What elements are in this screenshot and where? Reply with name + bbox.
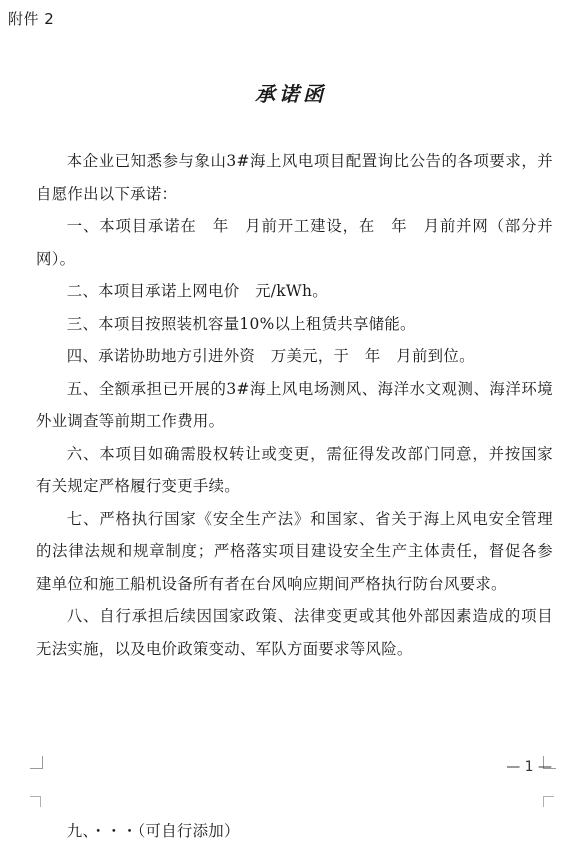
- margin-corner-mark: [30, 796, 41, 807]
- paragraph-item-8: 八、自行承担后续因国家政策、法律变更或其他外部因素造成的项目无法实施，以及电价政策变动、军队方面要求等风险。: [36, 607, 553, 658]
- margin-corner-mark: [543, 796, 554, 807]
- margin-corner-mark: [30, 756, 43, 769]
- document-title: 承诺函: [255, 82, 327, 106]
- document-body: [36, 145, 553, 665]
- paragraph-item-5: 五、全额承担已开展的3#海上风电场测风、海洋水文观测、海洋环境外业调查等前期工作费用。: [36, 379, 553, 430]
- next-page-body: [36, 816, 553, 846]
- paragraph-item-3: 三、本项目按照装机容量10%以上租赁共享储能。: [66, 314, 416, 333]
- paragraph-item-9: 九、・・・（可自行添加）: [66, 822, 240, 840]
- paragraph-item-1: 一、本项目承诺在 年 月前开工建设，在 年 月前并网（部分并网）。: [36, 217, 553, 268]
- paragraph-item-7: 七、严格执行国家《安全生产法》和国家、省关于海上风电安全管理的法律法规和规章制度；严格落实项目建设安全生产主体责任，督促各参建单位和施工船机设备所有者在台风响应期间严格执行防台风要求。: [36, 509, 553, 593]
- paragraph-item-4: 四、承诺协助地方引进外资 万美元，于 年 月前到位。: [66, 347, 475, 365]
- paragraph-item-6: 六、本项目如确需股权转让或变更，需征得发改部门同意，并按国家有关规定严格履行变更手续。: [36, 444, 553, 495]
- paragraph-item-2: 二、本项目承诺上网电价 元/kWh。: [66, 282, 328, 300]
- page-number: — 1 —: [506, 759, 552, 775]
- page-footer: [0, 756, 582, 786]
- paragraph-intro: 本企业已知悉参与象山3#海上风电项目配置询比公告的各项要求，并自愿作出以下承诺：: [36, 152, 553, 203]
- attachment-label: 附件 2: [8, 10, 55, 28]
